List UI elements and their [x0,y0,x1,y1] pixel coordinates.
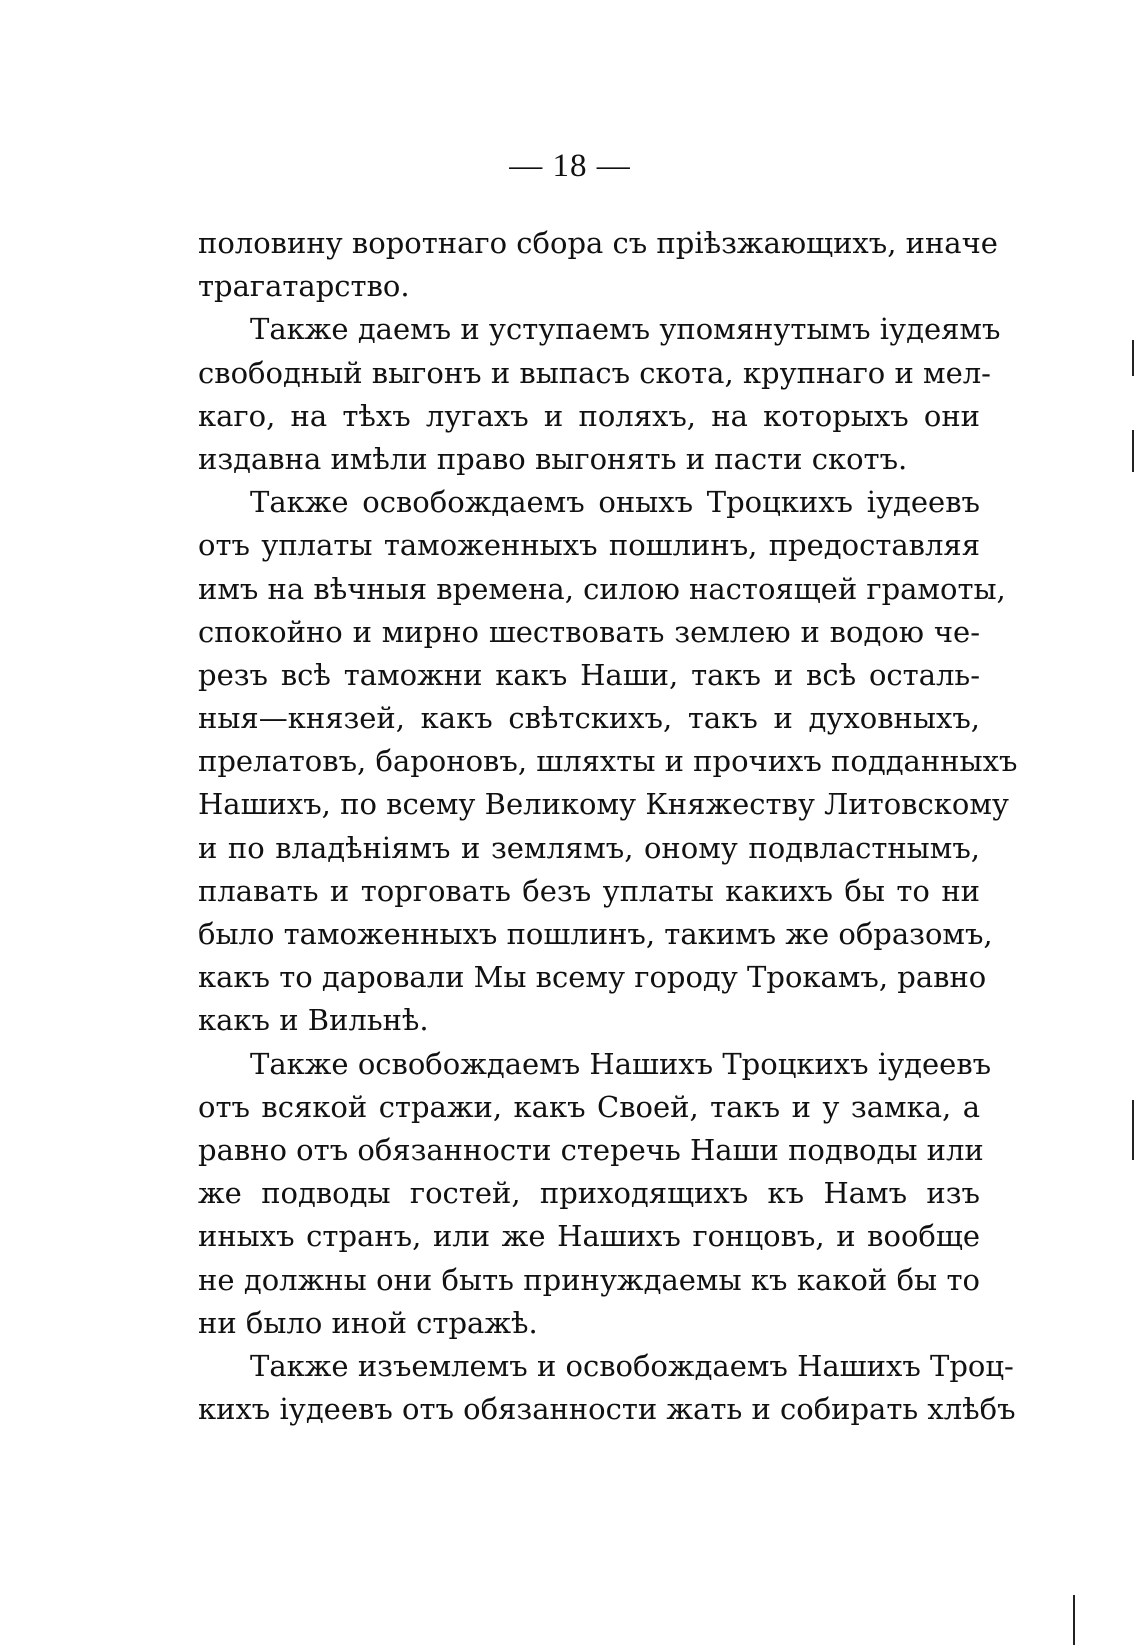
text-line: спокойно и мирно шествовать землею и водою че- [198,614,980,649]
text-line: ни было иной стражѣ. [198,1305,538,1340]
paragraph-start-line: Также даемъ и уступаемъ упомянутымъ iудеямъ [250,312,1001,347]
text-line: имъ на вѣчныя времена, силою настоящей грамоты, [198,571,1006,606]
text-line: не должны они быть принуждаемы къ какой бы то [198,1262,980,1297]
paragraph-start-line: Также изъемлемъ и освобождаемъ Нашихъ Троц- [250,1348,1014,1383]
text-line: равно отъ обязанности стеречь Наши подводы или [198,1132,984,1167]
text-line: ныя—князей, какъ свѣтскихъ, такъ и духовныхъ, [198,701,980,736]
text-line: и по владѣнiямъ и землямъ, оному подвластнымъ, [198,830,980,865]
body-text [198,222,1018,1431]
text-line: было таможенныхъ пошлинъ, такимъ же образомъ, [198,917,993,951]
text-line: половину воротнаго сбора съ прiѣзжающихъ, иначе [198,226,998,260]
page-number: — 18 — [509,148,631,184]
text-line: каго, на тѣхъ лугахъ и поляхъ, на которыхъ они [198,398,980,433]
text-line: издавна имѣли право выгонять и пасти скотъ. [198,441,908,476]
scan-edge-mark [1132,340,1134,376]
text-line: же подводы гостей, приходящихъ къ Намъ изъ [198,1176,980,1211]
text-line: прелатовъ, бароновъ, шляхты и прочихъ подданныхъ [198,744,1018,779]
text-line: Нашихъ, по всему Великому Княжеству Литовскому [198,787,1009,822]
text-line: отъ уплаты таможенныхъ пошлинъ, предоставляя [198,528,980,563]
scan-edge-mark [1132,1100,1134,1160]
scan-edge-mark [1073,1595,1075,1645]
scan-edge-mark [1132,430,1134,472]
text-line: резъ всѣ таможни какъ Наши, такъ и всѣ осталь- [198,657,980,692]
text-line: какъ и Вильнѣ. [198,1003,429,1038]
text-line: свободный выгонъ и выпасъ скота, крупнаго и мел- [198,355,991,390]
text-line: иныхъ странъ, или же Нашихъ гонцовъ, и вообще [198,1219,980,1254]
paragraph-start-line: Также освобождаемъ Нашихъ Троцкихъ iудеевъ [250,1046,992,1081]
text-line: отъ всякой стражи, какъ Своей, такъ и у замка, а [198,1089,980,1124]
paragraph-start-line: Также освобождаемъ оныхъ Троцкихъ iудеевъ [250,485,980,520]
text-line: трагатарство. [198,269,410,304]
text-line: плавать и торговать безъ уплаты какихъ бы то ни [198,873,980,908]
text-line: какъ то даровали Мы всему городу Трокамъ, равно [198,960,987,995]
text-line: кихъ iудеевъ отъ обязанности жать и собирать хлѣбъ [198,1392,1016,1427]
